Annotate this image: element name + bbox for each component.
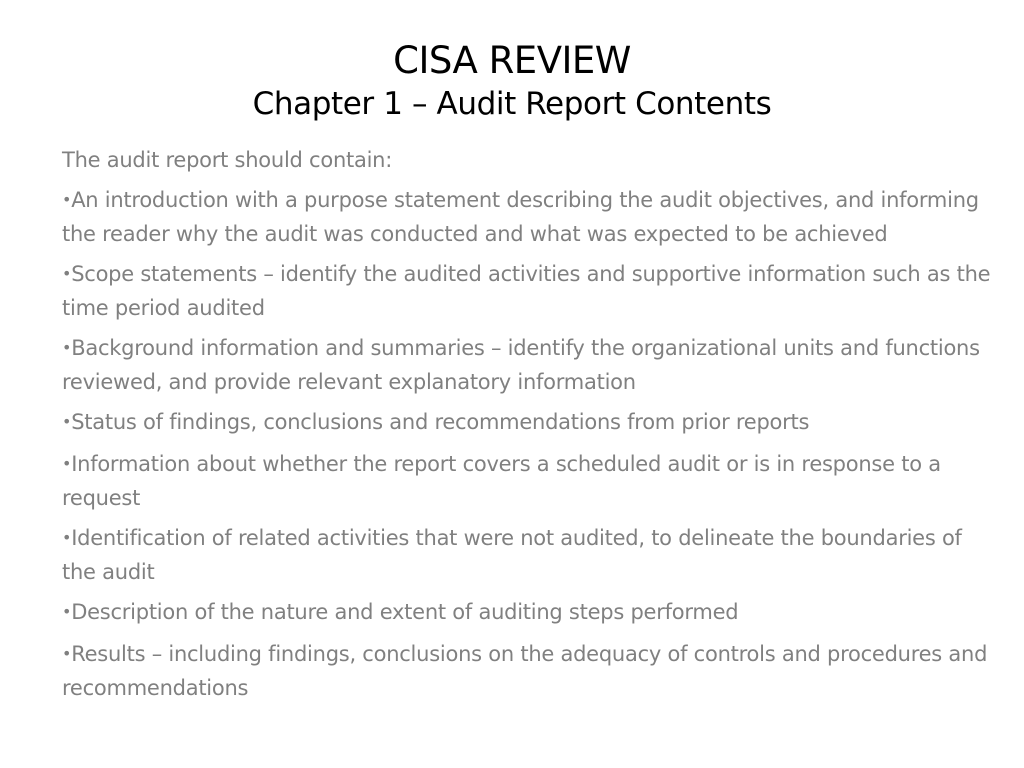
list-item	[62, 596, 992, 630]
slide-title: CISA REVIEW	[393, 39, 631, 82]
slide-title-block	[0, 38, 1024, 124]
list-item	[62, 184, 992, 250]
bullet-icon: •	[62, 528, 72, 547]
bullet-text: Information about whether the report covers a scheduled audit or is in response to a request	[62, 452, 941, 510]
bullet-text: Identification of related activities that were not audited, to delineate the boundaries of the audit	[62, 526, 962, 584]
bullet-text: Description of the nature and extent of auditing steps performed	[71, 600, 739, 624]
slide-body	[62, 144, 992, 712]
list-item	[62, 638, 992, 704]
bullet-list	[62, 184, 992, 704]
slide-subtitle: Chapter 1 – Audit Report Contents	[252, 86, 772, 122]
list-item	[62, 258, 992, 324]
bullet-icon: •	[62, 602, 72, 621]
bullet-text: An introduction with a purpose statement describing the audit objectives, and informing the reader why the audit was conducted and what was expected to be achieved	[62, 188, 979, 246]
bullet-icon: •	[62, 454, 72, 473]
bullet-icon: •	[62, 264, 72, 283]
bullet-text: Scope statements – identify the audited activities and supportive information such as the time period audited	[62, 262, 991, 320]
bullet-text: Status of findings, conclusions and recommendations from prior reports	[71, 410, 810, 434]
bullet-text: Results – including findings, conclusions on the adequacy of controls and procedures and recommendations	[62, 642, 988, 700]
bullet-icon: •	[62, 644, 72, 663]
bullet-text: Background information and summaries – identify the organizational units and functions reviewed, and provide relevant explanatory information	[62, 336, 980, 394]
list-item	[62, 522, 992, 588]
bullet-icon: •	[62, 190, 72, 209]
list-item	[62, 332, 992, 398]
list-item	[62, 448, 992, 514]
list-item	[62, 406, 992, 440]
bullet-icon: •	[62, 338, 72, 357]
bullet-icon: •	[62, 412, 72, 431]
intro-text: The audit report should contain:	[62, 148, 393, 172]
